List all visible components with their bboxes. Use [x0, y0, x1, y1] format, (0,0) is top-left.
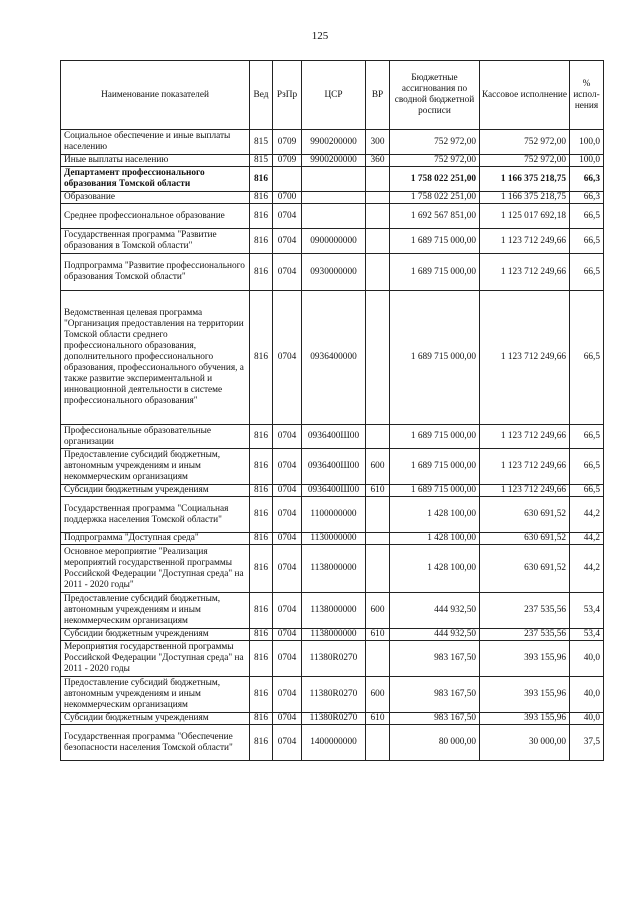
- row-vr: [366, 497, 390, 533]
- table-row: [61, 677, 604, 713]
- row-ved: 816: [250, 677, 273, 713]
- row-percent: 44,2: [570, 533, 604, 545]
- row-name: Подпрограмма "Доступная среда": [61, 533, 250, 545]
- row-csr: 1130000000: [302, 533, 366, 545]
- header-budget: Бюджетные ассигнования по сводной бюджетной росписи: [390, 61, 480, 130]
- row-name: Мероприятия государственной программы Российской Федерации "Доступная среда" на 2011 - 2020 годы: [61, 641, 250, 677]
- row-csr: 9900200000: [302, 130, 366, 155]
- header-ved: Вед: [250, 61, 273, 130]
- row-csr: 0936400000: [302, 291, 366, 425]
- row-ved: 816: [250, 725, 273, 761]
- row-budget: 1 689 715 000,00: [390, 229, 480, 254]
- row-name: Субсидии бюджетным учреждениям: [61, 485, 250, 497]
- row-csr: 0936400Ш00: [302, 485, 366, 497]
- row-vr: [366, 545, 390, 593]
- row-rzpr: 0704: [273, 545, 302, 593]
- row-csr: 1138000000: [302, 629, 366, 641]
- row-cash: 1 123 712 249,66: [480, 229, 570, 254]
- row-cash: 1 123 712 249,66: [480, 425, 570, 449]
- row-budget: 752 972,00: [390, 130, 480, 155]
- header-csr: ЦСР: [302, 61, 366, 130]
- row-ved: 816: [250, 167, 273, 192]
- row-csr: 11380R0270: [302, 641, 366, 677]
- row-rzpr: 0704: [273, 291, 302, 425]
- header-vr: ВР: [366, 61, 390, 130]
- row-rzpr: 0704: [273, 629, 302, 641]
- table-row: [61, 291, 604, 425]
- row-rzpr: 0704: [273, 641, 302, 677]
- row-budget: 1 758 022 251,00: [390, 167, 480, 192]
- row-budget: 983 167,50: [390, 641, 480, 677]
- row-ved: 816: [250, 291, 273, 425]
- row-cash: 1 123 712 249,66: [480, 254, 570, 291]
- row-rzpr: 0704: [273, 593, 302, 629]
- row-budget: 983 167,50: [390, 677, 480, 713]
- table-row: [61, 593, 604, 629]
- row-csr: 1100000000: [302, 497, 366, 533]
- table-row: [61, 229, 604, 254]
- row-csr: 9900200000: [302, 155, 366, 167]
- table-row: [61, 204, 604, 229]
- row-ved: 816: [250, 485, 273, 497]
- row-percent: 66,5: [570, 425, 604, 449]
- row-vr: 610: [366, 485, 390, 497]
- row-cash: 1 125 017 692,18: [480, 204, 570, 229]
- row-rzpr: 0704: [273, 497, 302, 533]
- row-budget: 1 689 715 000,00: [390, 485, 480, 497]
- table-header-row: [61, 61, 604, 130]
- row-percent: 44,2: [570, 497, 604, 533]
- row-csr: 0900000000: [302, 229, 366, 254]
- row-percent: 53,4: [570, 629, 604, 641]
- row-budget: 1 689 715 000,00: [390, 291, 480, 425]
- row-budget: 983 167,50: [390, 713, 480, 725]
- row-percent: 66,3: [570, 167, 604, 192]
- row-percent: 66,5: [570, 485, 604, 497]
- row-ved: 816: [250, 425, 273, 449]
- row-percent: 66,5: [570, 449, 604, 485]
- row-budget: 1 689 715 000,00: [390, 254, 480, 291]
- row-name: Социальное обеспечение и иные выплаты населению: [61, 130, 250, 155]
- row-cash: 1 166 375 218,75: [480, 192, 570, 204]
- table-row: [61, 155, 604, 167]
- row-percent: 40,0: [570, 677, 604, 713]
- row-name: Профессиональные образовательные организации: [61, 425, 250, 449]
- row-budget: 1 689 715 000,00: [390, 425, 480, 449]
- row-ved: 816: [250, 713, 273, 725]
- row-rzpr: [273, 167, 302, 192]
- row-percent: 66,3: [570, 192, 604, 204]
- table-row: [61, 449, 604, 485]
- row-rzpr: 0704: [273, 449, 302, 485]
- table-row: [61, 425, 604, 449]
- row-budget: 1 692 567 851,00: [390, 204, 480, 229]
- table-row: [61, 192, 604, 204]
- row-vr: [366, 204, 390, 229]
- row-budget: 1 428 100,00: [390, 497, 480, 533]
- row-percent: 66,5: [570, 291, 604, 425]
- row-vr: [366, 725, 390, 761]
- row-budget: 80 000,00: [390, 725, 480, 761]
- row-ved: 816: [250, 545, 273, 593]
- header-cash: Кассовое исполнение: [480, 61, 570, 130]
- row-cash: 393 155,96: [480, 713, 570, 725]
- row-cash: 752 972,00: [480, 130, 570, 155]
- row-cash: 237 535,56: [480, 593, 570, 629]
- row-vr: 610: [366, 629, 390, 641]
- row-percent: 37,5: [570, 725, 604, 761]
- row-rzpr: 0709: [273, 130, 302, 155]
- row-cash: 237 535,56: [480, 629, 570, 641]
- row-budget: 444 932,50: [390, 593, 480, 629]
- row-vr: [366, 641, 390, 677]
- row-vr: 600: [366, 449, 390, 485]
- row-percent: 66,5: [570, 204, 604, 229]
- row-name: Иные выплаты населению: [61, 155, 250, 167]
- budget-execution-table: [60, 60, 604, 761]
- row-cash: 30 000,00: [480, 725, 570, 761]
- row-ved: 816: [250, 641, 273, 677]
- row-percent: 66,5: [570, 229, 604, 254]
- row-ved: 816: [250, 497, 273, 533]
- row-cash: 752 972,00: [480, 155, 570, 167]
- row-csr: 1400000000: [302, 725, 366, 761]
- row-name: Основное мероприятие "Реализация мероприятий государственной программы Российской Федерации "Доступная среда" на 2011 - 2020 годы": [61, 545, 250, 593]
- row-vr: [366, 192, 390, 204]
- page-number: 125: [311, 30, 329, 42]
- row-ved: 816: [250, 629, 273, 641]
- table-row: [61, 254, 604, 291]
- header-percent: % испол-нения: [570, 61, 604, 130]
- row-ved: 816: [250, 533, 273, 545]
- row-csr: 0936400Ш00: [302, 425, 366, 449]
- row-csr: 0936400Ш00: [302, 449, 366, 485]
- header-name: Наименование показателей: [61, 61, 250, 130]
- table-row: [61, 533, 604, 545]
- row-ved: 815: [250, 155, 273, 167]
- row-name: Субсидии бюджетным учреждениям: [61, 629, 250, 641]
- row-percent: 44,2: [570, 545, 604, 593]
- row-cash: 393 155,96: [480, 677, 570, 713]
- row-name: Предоставление субсидий бюджетным, автономным учреждениям и иным некоммерческим организациям: [61, 449, 250, 485]
- row-rzpr: 0704: [273, 677, 302, 713]
- row-name: Субсидии бюджетным учреждениям: [61, 713, 250, 725]
- row-cash: 1 123 712 249,66: [480, 449, 570, 485]
- row-rzpr: 0704: [273, 425, 302, 449]
- row-rzpr: 0704: [273, 725, 302, 761]
- row-vr: 610: [366, 713, 390, 725]
- row-name: Среднее профессиональное образование: [61, 204, 250, 229]
- row-name: Государственная программа "Обеспечение безопасности населения Томской области": [61, 725, 250, 761]
- row-percent: 100,0: [570, 130, 604, 155]
- row-vr: 600: [366, 593, 390, 629]
- row-cash: 1 123 712 249,66: [480, 485, 570, 497]
- row-csr: 1138000000: [302, 593, 366, 629]
- row-csr: 11380R0270: [302, 677, 366, 713]
- row-rzpr: 0704: [273, 713, 302, 725]
- row-budget: 444 932,50: [390, 629, 480, 641]
- row-name: Образование: [61, 192, 250, 204]
- row-rzpr: 0704: [273, 254, 302, 291]
- row-rzpr: 0704: [273, 485, 302, 497]
- row-vr: [366, 533, 390, 545]
- row-budget: 1 428 100,00: [390, 545, 480, 593]
- row-ved: 816: [250, 449, 273, 485]
- table-body: [61, 130, 604, 761]
- row-vr: [366, 291, 390, 425]
- row-vr: 600: [366, 677, 390, 713]
- row-csr: [302, 192, 366, 204]
- row-name: Ведомственная целевая программа "Организация предоставления на территории Томской области среднего профессионального образования, дополнительного профессионального образования, профессионального обучения, а также развитие экспериментальной и инновационной деятельности в системе профессионального образования": [61, 291, 250, 425]
- row-rzpr: 0704: [273, 533, 302, 545]
- table-row: [61, 713, 604, 725]
- row-percent: 100,0: [570, 155, 604, 167]
- table-row: [61, 167, 604, 192]
- row-percent: 40,0: [570, 641, 604, 677]
- table-row: [61, 725, 604, 761]
- row-percent: 53,4: [570, 593, 604, 629]
- row-ved: 815: [250, 130, 273, 155]
- row-vr: 360: [366, 155, 390, 167]
- row-rzpr: 0704: [273, 229, 302, 254]
- row-vr: [366, 425, 390, 449]
- row-budget: 752 972,00: [390, 155, 480, 167]
- row-ved: 816: [250, 204, 273, 229]
- row-cash: 1 123 712 249,66: [480, 291, 570, 425]
- row-percent: 40,0: [570, 713, 604, 725]
- row-csr: 0930000000: [302, 254, 366, 291]
- row-csr: [302, 167, 366, 192]
- row-name: Государственная программа "Развитие образования в Томской области": [61, 229, 250, 254]
- row-csr: 1138000000: [302, 545, 366, 593]
- row-rzpr: 0709: [273, 155, 302, 167]
- row-ved: 816: [250, 593, 273, 629]
- row-budget: 1 758 022 251,00: [390, 192, 480, 204]
- row-rzpr: 0700: [273, 192, 302, 204]
- row-name: Предоставление субсидий бюджетным, автономным учреждениям и иным некоммерческим организациям: [61, 677, 250, 713]
- row-vr: [366, 167, 390, 192]
- table-row: [61, 545, 604, 593]
- row-vr: [366, 254, 390, 291]
- row-rzpr: 0704: [273, 204, 302, 229]
- row-csr: [302, 204, 366, 229]
- row-vr: [366, 229, 390, 254]
- row-cash: 1 166 375 218,75: [480, 167, 570, 192]
- row-vr: 300: [366, 130, 390, 155]
- row-ved: 816: [250, 192, 273, 204]
- row-budget: 1 689 715 000,00: [390, 449, 480, 485]
- table-row: [61, 641, 604, 677]
- row-cash: 393 155,96: [480, 641, 570, 677]
- row-csr: 11380R0270: [302, 713, 366, 725]
- table-row: [61, 485, 604, 497]
- row-name: Предоставление субсидий бюджетным, автономным учреждениям и иным некоммерческим организациям: [61, 593, 250, 629]
- row-name: Государственная программа "Социальная поддержка населения Томской области": [61, 497, 250, 533]
- row-cash: 630 691,52: [480, 545, 570, 593]
- table-row: [61, 629, 604, 641]
- row-name: Подпрограмма "Развитие профессионального образования Томской области": [61, 254, 250, 291]
- row-ved: 816: [250, 229, 273, 254]
- row-cash: 630 691,52: [480, 497, 570, 533]
- header-rzpr: РзПр: [273, 61, 302, 130]
- row-budget: 1 428 100,00: [390, 533, 480, 545]
- row-name: Департамент профессионального образования Томской области: [61, 167, 250, 192]
- row-cash: 630 691,52: [480, 533, 570, 545]
- row-percent: 66,5: [570, 254, 604, 291]
- table-row: [61, 130, 604, 155]
- row-ved: 816: [250, 254, 273, 291]
- table-row: [61, 497, 604, 533]
